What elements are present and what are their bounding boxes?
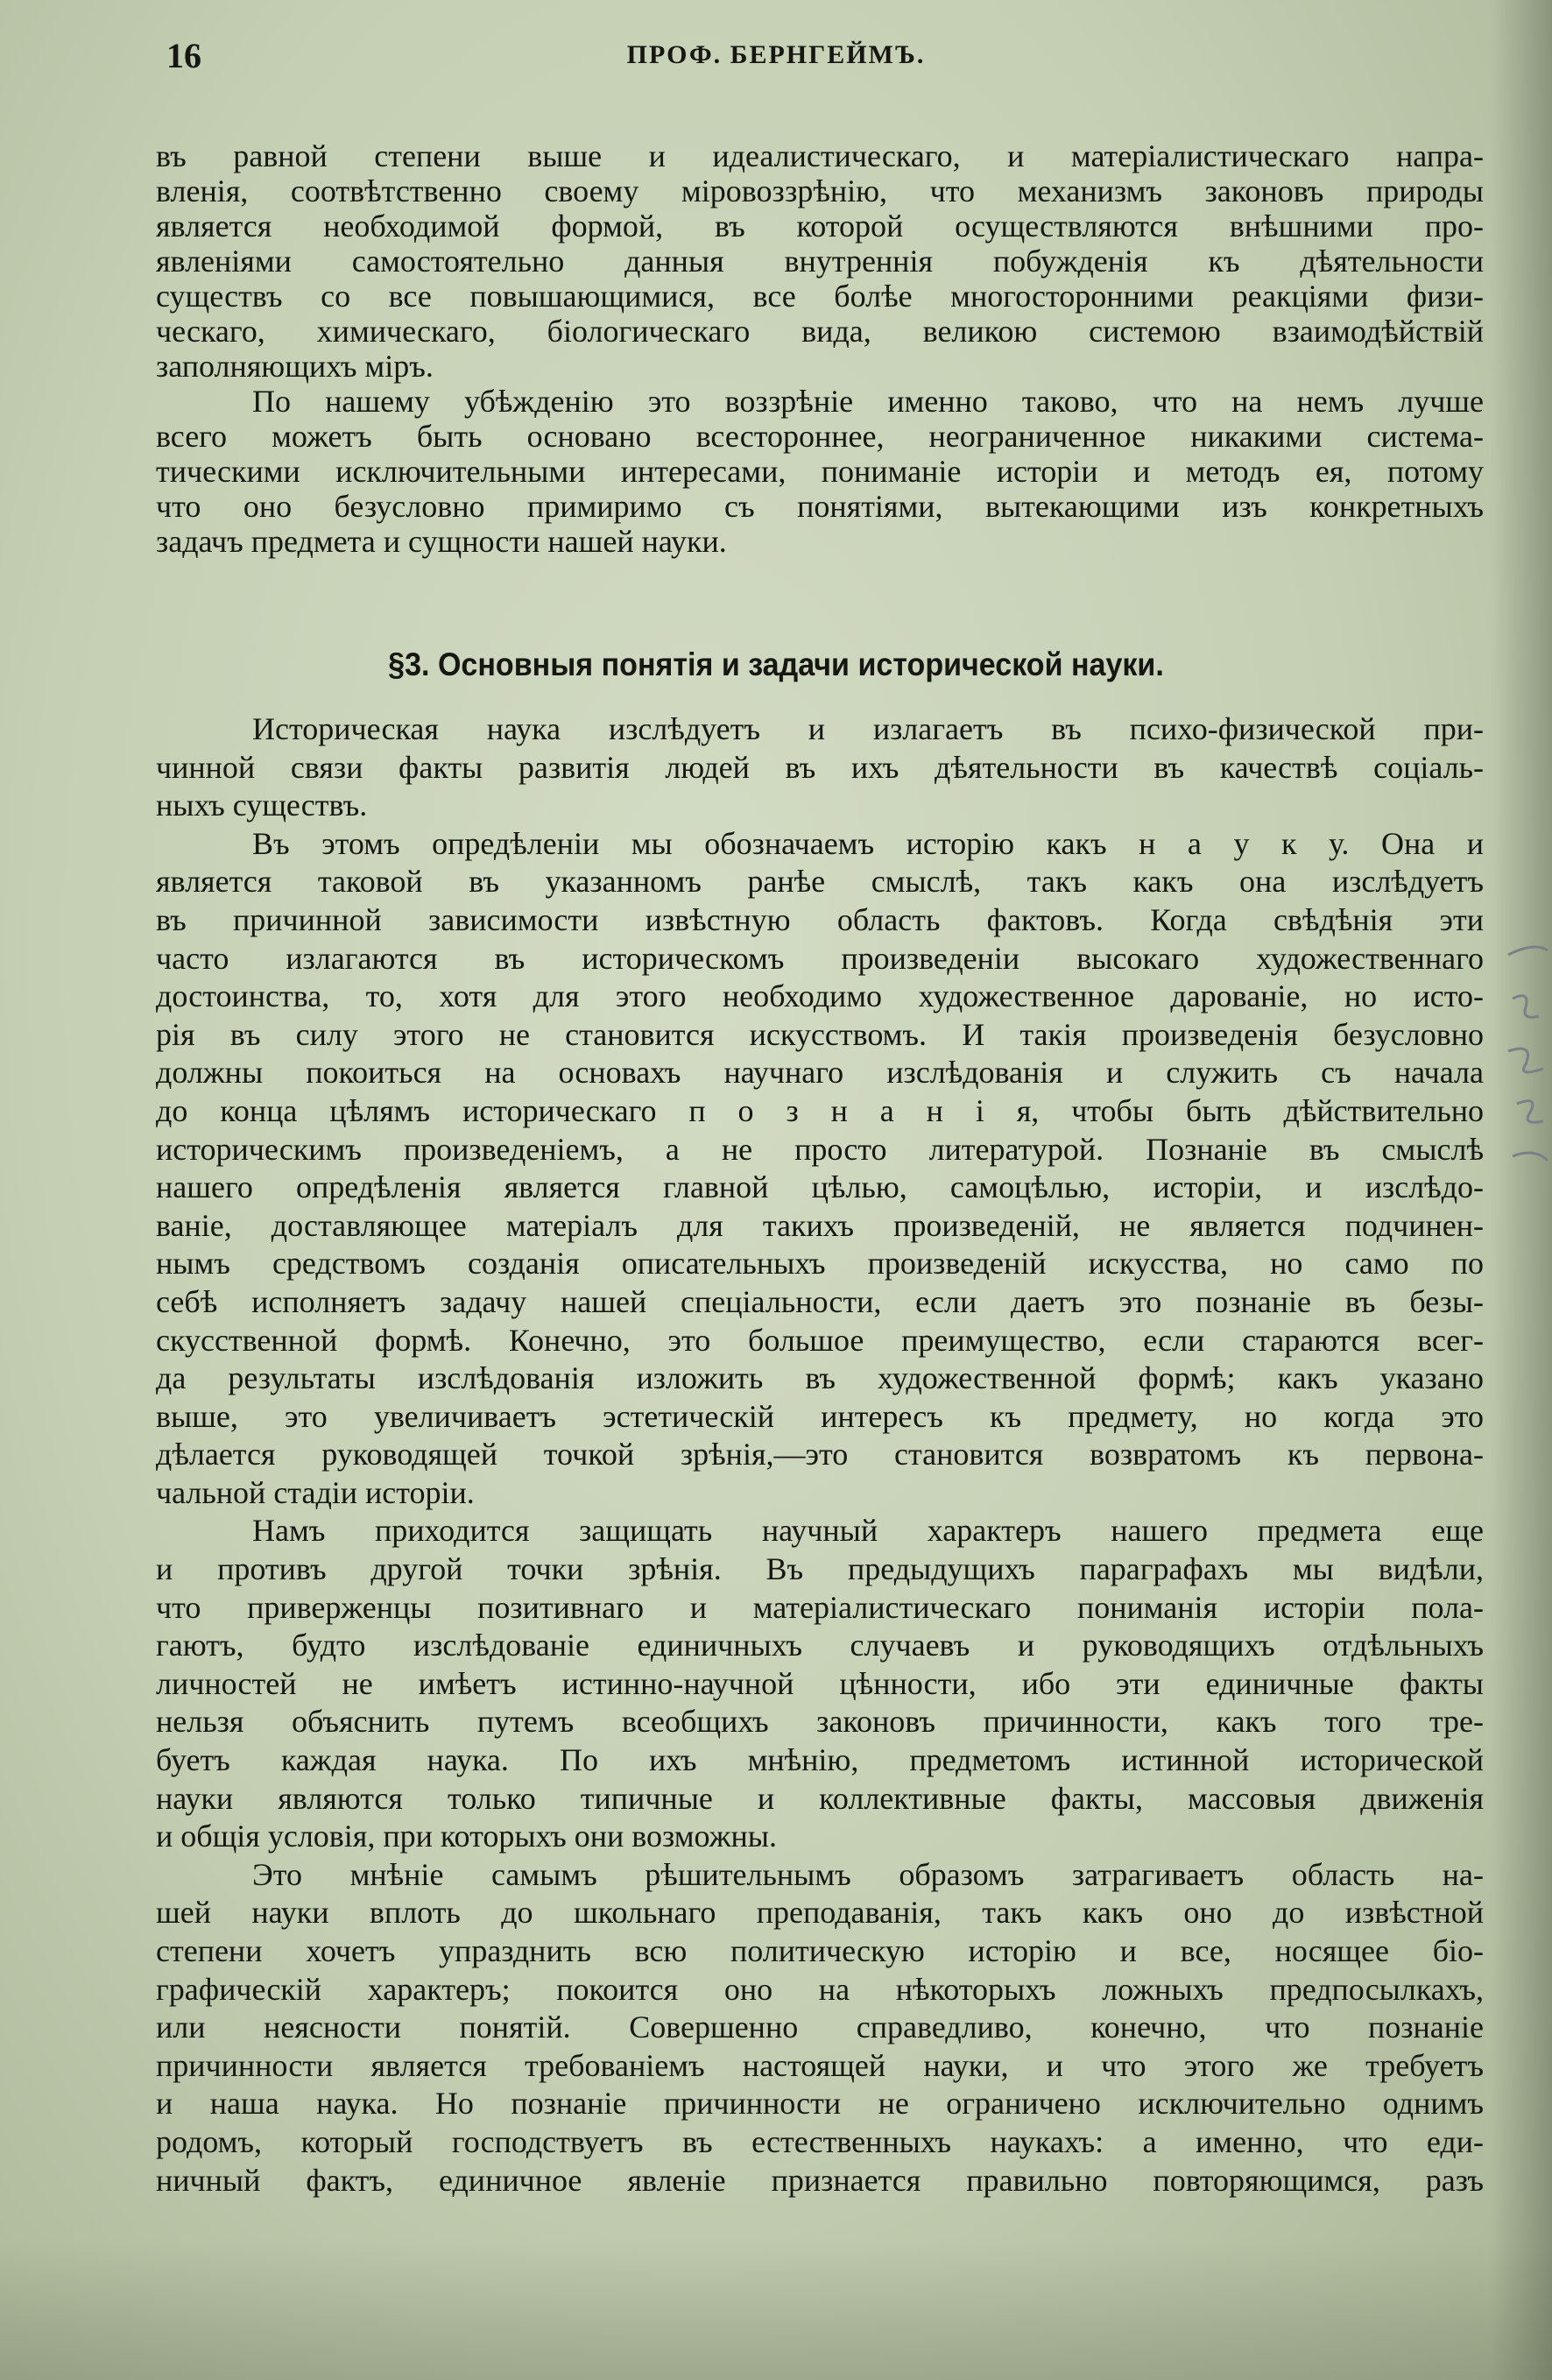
text-line: Въ этомъ опредѣленіи мы обозначаемъ исторію какъ н а у к у. Она и: [252, 825, 1484, 861]
text-line: является необходимой формой, въ которой осуществляются внѣшними про-: [156, 208, 1484, 244]
text-line: дѣлается руководящей точкой зрѣнія,—это становится возвратомъ къ первона-: [156, 1437, 1484, 1472]
text-line: и общія условія, при которыхъ они возможны.: [156, 1819, 777, 1854]
paragraph: [156, 1856, 1484, 2200]
page-edge-shadow: [1491, 0, 1552, 2380]
paragraph: [156, 138, 1484, 384]
text-line: или неясности понятій. Совершенно справедливо, конечно, что познаніе: [156, 2009, 1484, 2045]
text-line: личностей не имѣетъ истинно-научной цѣнности, ибо эти единичные факты: [156, 1665, 1484, 1701]
section-heading: §3. Основныя понятія и задачи исторической науки.: [388, 646, 1164, 682]
text-line: ничный фактъ, единичное явленіе признается правильно повторяющимся, разъ: [156, 2162, 1484, 2198]
text-line: тическими исключительными интересами, пониманіе исторіи и методъ ея, потому: [156, 454, 1484, 489]
text-line: нымъ средствомъ созданія описательныхъ произведеній искусства, но само по: [156, 1246, 1484, 1282]
paragraph: [156, 825, 1484, 1513]
text-line: въ причинной зависимости извѣстную область фактовъ. Когда свѣдѣнія эти: [156, 901, 1484, 937]
page-number: 16: [166, 36, 201, 75]
text-line: задачъ предмета и сущности нашей науки.: [156, 524, 727, 559]
text-block-bottom: [156, 710, 1484, 2200]
text-line: ныхъ существъ.: [156, 787, 368, 823]
text-line: историческимъ произведеніемъ, а не просто литературой. Познаніе въ смыслѣ: [156, 1131, 1484, 1167]
text-line: да результаты изслѣдованія изложить въ художественной формѣ; какъ указано: [156, 1360, 1484, 1396]
page-bottom-shadow: [0, 2240, 1552, 2380]
text-line: ческаго, химическаго, біологическаго вида, великою системою взаимодѣйствій: [156, 314, 1484, 349]
text-line: что приверженцы позитивнаго и матеріалистическаго пониманія исторіи пола-: [156, 1589, 1484, 1625]
text-line: скусственной формѣ. Конечно, это большое преимущество, если стараются всег-: [156, 1322, 1484, 1358]
text-line: является таковой въ указанномъ ранѣе смыслѣ, такъ какъ она изслѣдуетъ: [156, 864, 1484, 900]
text-line: и противъ другой точки зрѣнія. Въ предыдущихъ параграфахъ мы видѣли,: [156, 1551, 1484, 1587]
text-line: чальной стадіи исторіи.: [156, 1474, 475, 1510]
text-line: шей науки вплоть до школьнаго преподаванія, такъ какъ оно до извѣстной: [156, 1895, 1484, 1931]
text-line: заполняющихъ міръ.: [156, 349, 434, 384]
text-line: въ равной степени выше и идеалистическаго, и матеріалистическаго напра-: [156, 138, 1484, 173]
paragraph: [156, 710, 1484, 825]
text-line: причинности является требованіемъ настоящей науки, и что этого же требуетъ: [156, 2047, 1484, 2083]
text-line: Намъ приходится защищать научный характеръ нашего предмета еще: [252, 1513, 1484, 1549]
text-line: чинной связи факты развитія людей въ ихъ дѣятельности въ качествѣ соціаль-: [156, 749, 1484, 785]
text-line: выше, это увеличиваетъ эстетическій интересъ къ предмету, но когда это: [156, 1398, 1484, 1434]
pencil-marginalia: [1499, 937, 1552, 1183]
text-line: родомъ, который господствуетъ въ естественныхъ наукахъ: а именно, что еди-: [156, 2123, 1484, 2159]
text-line: должны покоиться на основахъ научнаго изслѣдованія и служить съ начала: [156, 1055, 1484, 1091]
text-line: Историческая наука изслѣдуетъ и излагаетъ въ психо-физической при-: [252, 711, 1484, 746]
text-line: буетъ каждая наука. По ихъ мнѣнію, предметомъ истинной исторической: [156, 1742, 1484, 1778]
text-line: гаютъ, будто изслѣдованіе единичныхъ случаевъ и руководящихъ отдѣльныхъ: [156, 1628, 1484, 1663]
text-line: науки являются только типичные и коллективные факты, массовыя движенія: [156, 1780, 1484, 1816]
paragraph: [156, 1512, 1484, 1855]
text-line: По нашему убѣжденію это воззрѣніе именно таково, что на немъ лучше: [252, 384, 1484, 419]
text-line: до конца цѣлямъ историческаго п о з н а н і я, чтобы быть дѣйствительно: [156, 1092, 1484, 1128]
text-line: и наша наука. Но познаніе причинности не ограничено исключительно однимъ: [156, 2086, 1484, 2122]
text-line: рія въ силу этого не становится искусствомъ. И такія произведенія безусловно: [156, 1016, 1484, 1052]
text-line: явленіями самостоятельно данныя внутреннія побужденія къ дѣятельности: [156, 244, 1484, 279]
paragraph: [156, 384, 1484, 559]
text-line: часто излагаются въ историческомъ произведеніи высокаго художественнаго: [156, 940, 1484, 976]
text-line: нашего опредѣленія является главной цѣлью, самоцѣлью, исторіи, и изслѣдо-: [156, 1169, 1484, 1205]
text-block-top: [156, 138, 1484, 559]
text-line: всего можетъ быть основано всестороннее, неограниченное никакими система-: [156, 419, 1484, 454]
text-line: достоинства, то, хотя для этого необходимо художественное дарованіе, но исто-: [156, 978, 1484, 1014]
text-line: что оно безусловно примиримо съ понятіями, вытекающими изъ конкретныхъ: [156, 489, 1484, 524]
text-line: графическій характеръ; покоится оно на нѣкоторыхъ ложныхъ предпосылкахъ,: [156, 1971, 1484, 2007]
text-line: ваніе, доставляющее матеріалъ для такихъ произведеній, не является подчинен-: [156, 1207, 1484, 1243]
text-line: вленія, соотвѣтственно своему міровоззрѣнію, что механизмъ законовъ природы: [156, 173, 1484, 208]
text-line: нельзя объяснить путемъ всеобщихъ законовъ причинности, какъ того тре-: [156, 1704, 1484, 1740]
text-line: степени хочетъ упразднить всю политическую исторію и все, носящее біо-: [156, 1933, 1484, 1968]
text-line: себѣ исполняетъ задачу нашей спеціальности, если даетъ это познаніе въ безы-: [156, 1283, 1484, 1319]
text-line: существъ со все повышающимися, все болѣе многосторонними реакціями физи-: [156, 279, 1484, 314]
running-head: ПРОФ. БЕРНГЕЙМЪ.: [626, 40, 926, 69]
text-line: Это мнѣніе самымъ рѣшительнымъ образомъ затрагиваетъ область на-: [252, 1856, 1484, 1892]
